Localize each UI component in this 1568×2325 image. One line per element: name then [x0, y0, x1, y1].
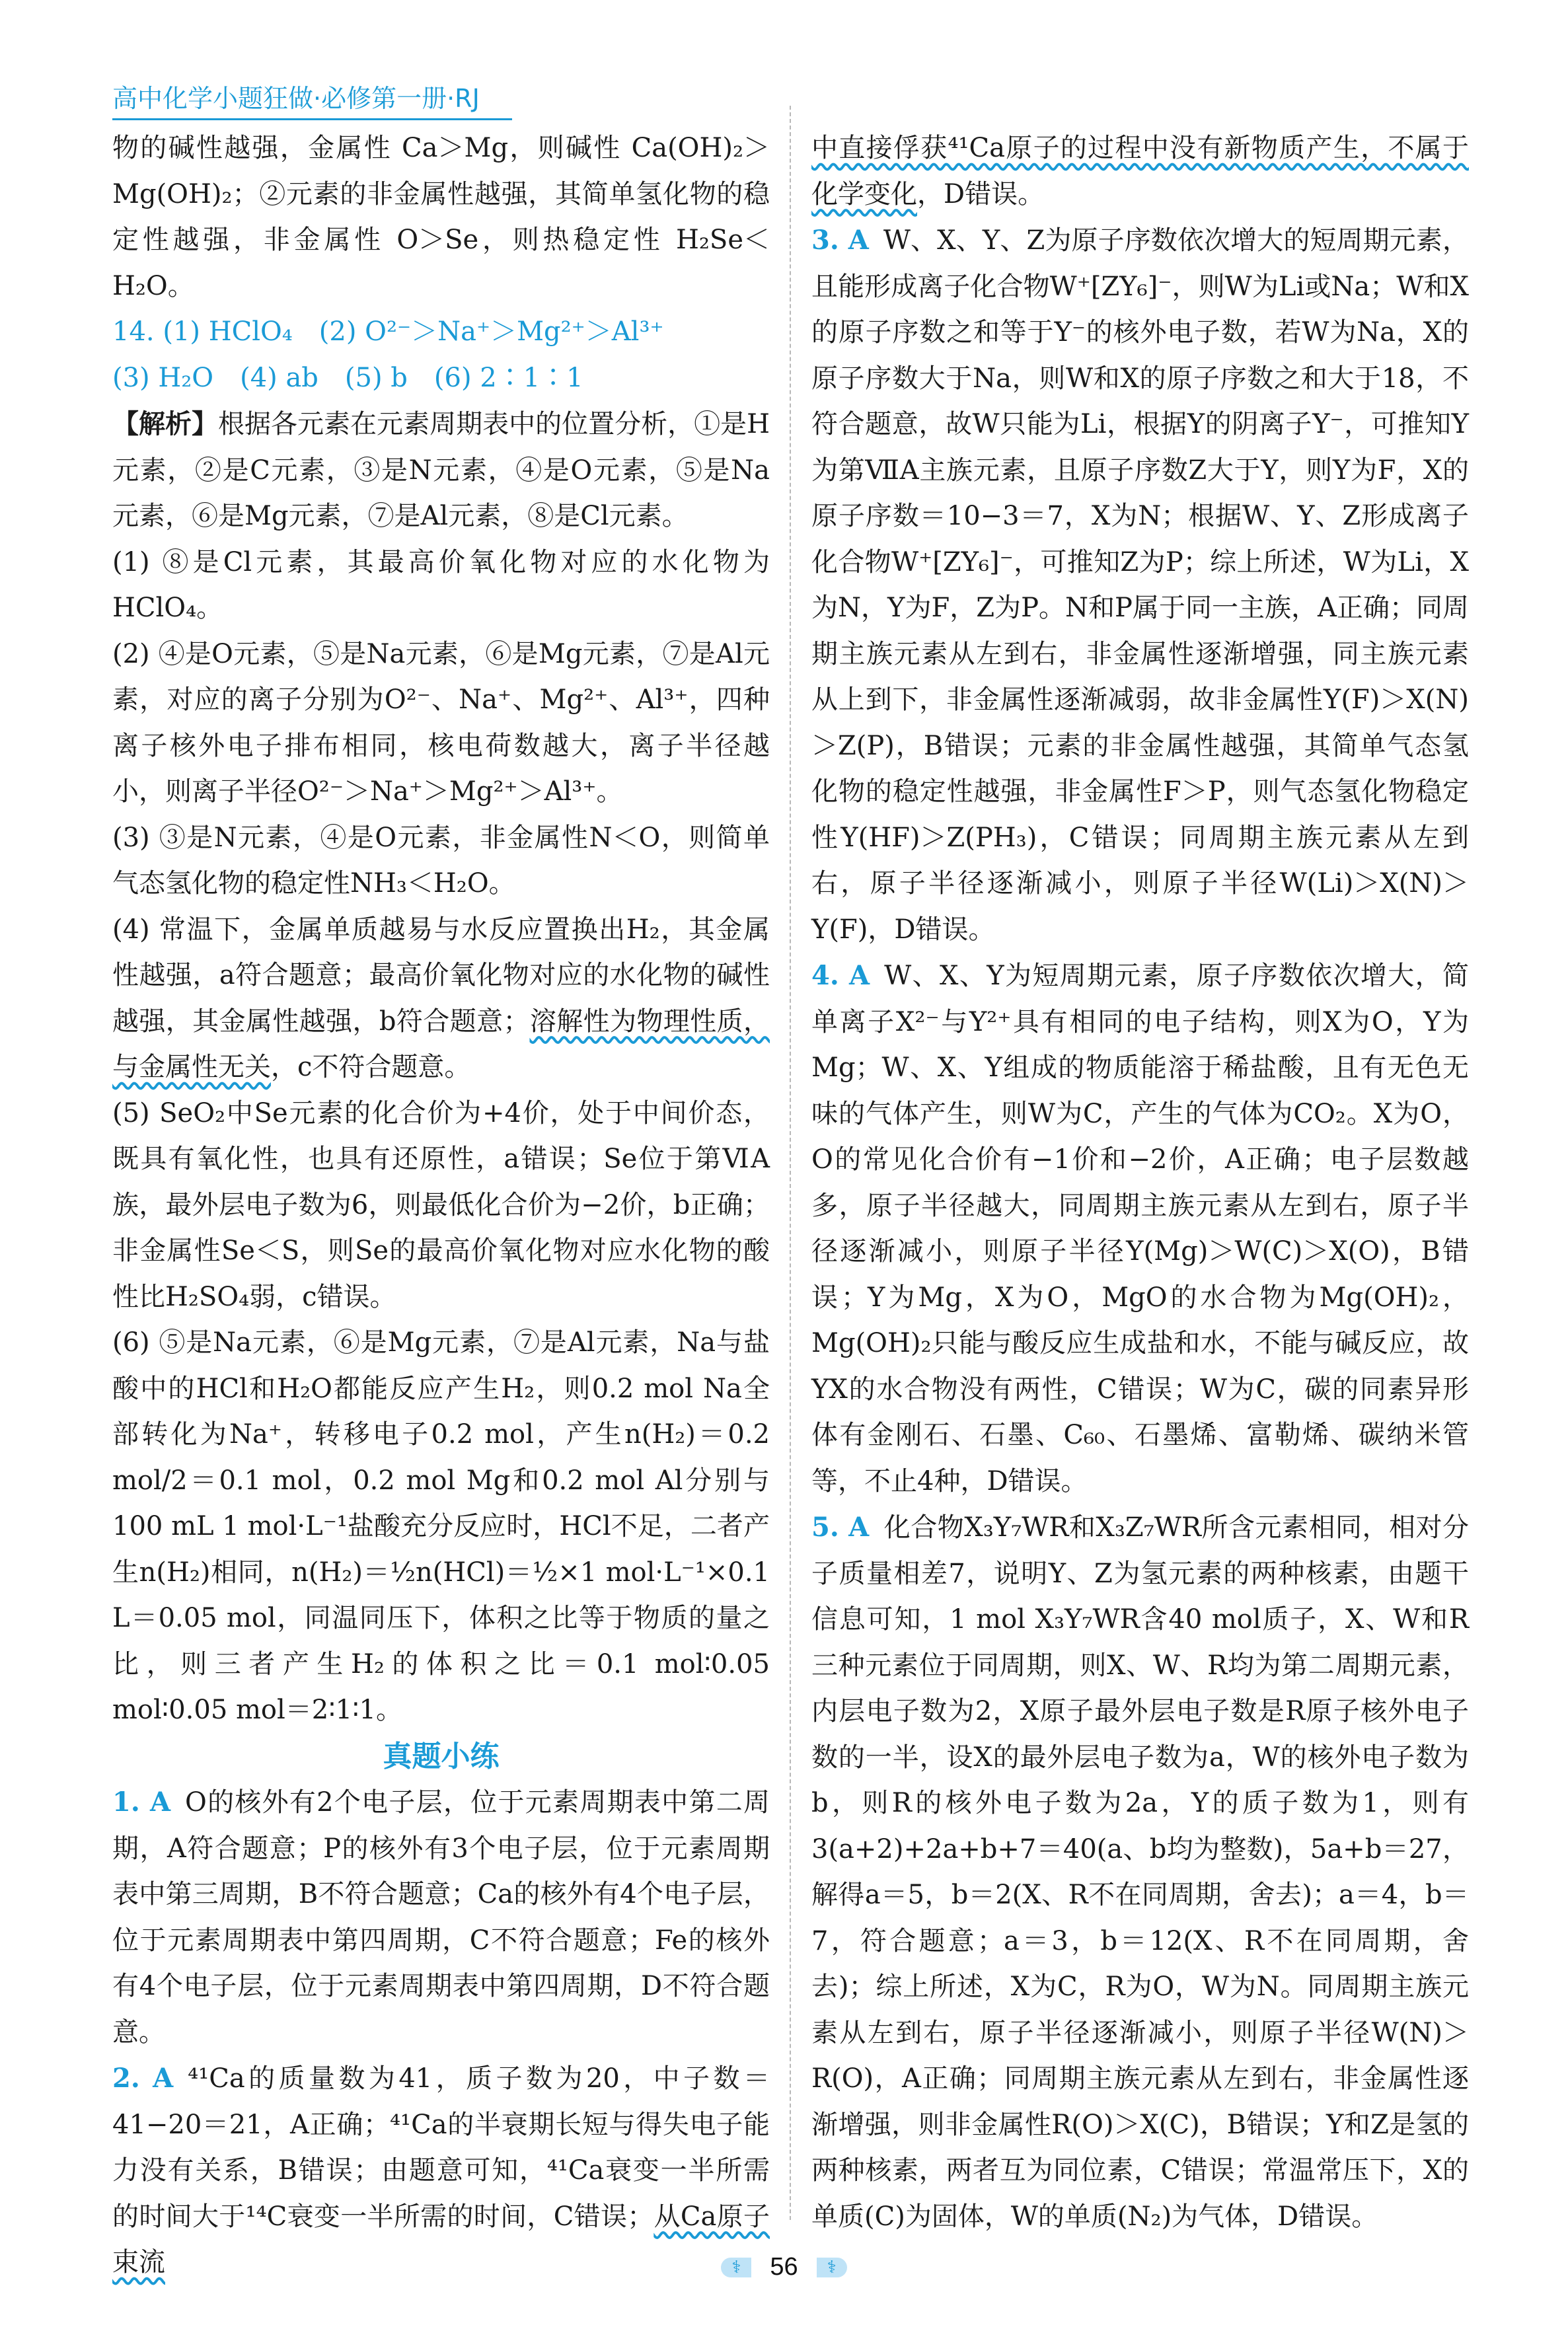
question-2: [112, 2055, 770, 2286]
text: ，c不符合题意。: [271, 1052, 471, 1082]
page-footer: [0, 2253, 1568, 2281]
running-header: 高中化学小题狂做·必修第一册·RJ: [112, 78, 512, 120]
text: O的核外有2个电子层，位于元素周期表中第二周期，A符合题意；P的核外有3个电子层，位于元素周期表中第三周期，B不符合题意；Ca的核外有4个电子层，位于元素周期表中第四周期，C不符合题意；Fe的核外有4个电子层，位于元素周期表中第四周期，D不符合题意。: [112, 1787, 770, 2048]
emphasis-wavy: 从Ca原子束流: [112, 2201, 770, 2277]
flask-icon: ⚕: [721, 2258, 751, 2277]
question-label: 2. A: [112, 2063, 174, 2094]
sub-answer-3: (3) ③是N元素，④是O元素，非金属性N＜O，则简单气态氢化物的稳定性NH₃＜H₂O。: [112, 822, 770, 899]
text: 化合物X₃Y₇WR和X₃Z₇WR所含元素相同，相对分子质量相差7，说明Y、Z为氢元素的两种核素，由题干信息可知，1 mol X₃Y₇WR含40 mol质子，X、W和R三种元素位于同周期，则X、W、R均为第二周期元素，内层电子数为2，X原子最外层电子数是R原子核外电子数的一半，设X的最外层电子数为a，W的核外电子数为b，则R的核外电子数为2a，Y的质子数为1，则有3(a+2)+2a+b+7＝40(a、b均为整数)，5a+b＝27，解得a＝5，b＝2(X、R不在同周期，舍去)；a＝4，b＝7，符合题意；a＝3，b＝12(X、R不在同周期，舍去)；综上所述，X为C，R为O，W为N。同周期主族元素从左到右，原子半径逐渐减小，则原子半径W(N)＞R(O)，A正确；同周期主族元素从左到右，非金属性逐渐增强，则非金属性R(O)＞X(C)，B错误；Y和Z是氢的两种核素，两者互为同位素，C错误；常温常压下，X的单质(C)为固体，W的单质(N₂)为气体，D错误。: [811, 1512, 1470, 2232]
question-label: 4. A: [811, 960, 870, 991]
text: ，D错误。: [917, 178, 1045, 209]
question-label: 1. A: [112, 1787, 170, 1818]
question-label: 5. A: [811, 1512, 870, 1543]
left-column: [112, 126, 770, 2286]
text: ⁴¹Ca的质量数为41，质子数为20，中子数＝41−20＝21，A正确；⁴¹Ca的半衰期长短与得失电子能力没有关系，B错误；由题意可知，⁴¹Ca衰变一半所需的时间大于¹⁴C衰变一半所需的时间，C错误；: [112, 2063, 770, 2232]
right-column: [811, 126, 1469, 2240]
question-4: [811, 953, 1469, 1504]
emphasis-wavy: 中直接俘获⁴¹Ca原子的过程中没有新物质产生，不属于化学变化: [811, 133, 1469, 209]
text: W、X、Y为短周期元素，原子序数依次增大，简单离子X²⁻与Y²⁺具有相同的电子结构，则X为O，Y为Mg；W、X、Y组成的物质能溶于稀盐酸，且有无色无味的气体产生，则W为C，产生的气体为CO₂。X为O，O的常见化合价有−1价和−2价，A正确；电子层数越多，原子半径越大，同周期主族元素从左到右，原子半径逐渐减小，则原子半径Y(Mg)＞W(C)＞X(O)，B错误；Y为Mg，X为O，MgO的水合物为Mg(OH)₂，Mg(OH)₂只能与酸反应生成盐和水，不能与碱反应，故YX的水合物没有两性，C错误；W为C，碳的同素异形体有金刚石、石墨、C₆₀、石墨烯、富勒烯、碳纳米管等，不止4种，D错误。: [811, 961, 1470, 1496]
question-5: [811, 1504, 1469, 2240]
question-2-continued: [811, 126, 1469, 217]
analysis-text: 根据各元素在元素周期表中的位置分析，①是H元素，②是C元素，③是N元素，④是O元素，⑤是Na元素，⑥是Mg元素，⑦是Al元素，⑧是Cl元素。: [112, 409, 770, 531]
sub-answer-4: [112, 907, 770, 1091]
question-1: [112, 1779, 770, 2055]
flask-icon: ⚕: [817, 2258, 847, 2277]
text: (4) 常温下，金属单质越易与水反应置换出H₂，其金属性越强，a符合题意；最高价氧化物对应的水化物的碱性越强，其金属性越强，b符合题意；: [112, 914, 770, 1037]
sub-answer-6: (6) ⑤是Na元素，⑥是Mg元素，⑦是Al元素，Na与盐酸中的HCl和H₂O都能反应产生H₂，则0.2 mol Na全部转化为Na⁺，转移电子0.2 mol，产生n(H₂)＝0.2 mol/2＝0.1 mol，0.2 mol Mg和0.2 mol Al分别与100 mL 1 mol·L⁻¹盐酸充分反应时，HCl不足，二者产生n(H₂)相同，n(H₂)＝½n(HCl)＝½×1 mol·L⁻¹×0.1 L＝0.05 mol，同温同压下，体积之比等于物质的量之比，则三者产生H₂的体积之比＝0.1 mol∶0.05 mol∶0.05 mol＝2∶1∶1。: [112, 1327, 770, 1725]
question-3: [811, 217, 1469, 953]
text: W、X、Y、Z为原子序数依次增大的短周期元素，且能形成离子化合物W⁺[ZY₆]⁻，则W为Li或Na；W和X的原子序数之和等于Y⁻的核外电子数，若W为Na，X的原子序数大于Na，则W和X的原子序数之和大于18，不符合题意，故W只能为Li，根据Y的阴离子Y⁻，可推知Y为第ⅦA主族元素，且原子序数Z大于Y，则Y为F，X的原子序数＝10−3＝7，X为N；根据W、Y、Z形成离子化合物W⁺[ZY₆]⁻，可推知Z为P；综上所述，W为Li，X为N，Y为F，Z为P。N和P属于同一主族，A正确；同周期主族元素从左到右，非金属性逐渐增强，同主族元素从上到下，非金属性逐渐减弱，故非金属性Y(F)＞X(N)＞Z(P)，B错误；元素的非金属性越强，其简单气态氢化物的稳定性越强，非金属性F＞P，则气态氢化物稳定性Y(HF)＞Z(PH₃)，C错误；同周期主族元素从左到右，原子半径逐渐减小，则原子半径W(Li)＞X(N)＞Y(F)，D错误。: [811, 225, 1469, 945]
question-label: 3. A: [811, 225, 869, 256]
answer-14-line2: (3) H₂O (4) ab (5) b (6) 2∶1∶1: [112, 362, 583, 393]
page-number: 56: [770, 2253, 798, 2281]
section-title: 真题小练: [383, 1739, 500, 1773]
paragraph-continued: 物的碱性越强，金属性 Ca＞Mg，则碱性 Ca(OH)₂＞Mg(OH)₂；②元素的非金属性越强，其简单氢化物的稳定性越强，非金属性 O＞Se，则热稳定性 H₂Se＜H₂O。: [112, 133, 770, 301]
sub-answer-1: (1) ⑧是Cl元素，其最高价氧化物对应的水化物为HClO₄。: [112, 546, 770, 623]
emphasis-wavy: 溶解性为物理性质，与金属性无关: [112, 1006, 770, 1082]
column-divider: [790, 106, 791, 2220]
sub-answer-5: (5) SeO₂中Se元素的化合价为+4价，处于中间价态，既具有氧化性，也具有还原性，a错误；Se位于第ⅥA族，最外层电子数为6，则最低化合价为−2价，b正确；非金属性Se＜S，则Se的最高价氧化物对应水化物的酸性比H₂SO₄弱，c错误。: [112, 1097, 770, 1312]
answer-14-line1: 14. (1) HClO₄ (2) O²⁻＞Na⁺＞Mg²⁺＞Al³⁺: [112, 316, 664, 347]
sub-answer-2: (2) ④是O元素，⑤是Na元素，⑥是Mg元素，⑦是Al元素，对应的离子分别为O²⁻、Na⁺、Mg²⁺、Al³⁺，四种离子核外电子排布相同，核电荷数越大，离子半径越小，则离子半径O²⁻＞Na⁺＞Mg²⁺＞Al³⁺。: [112, 638, 770, 807]
analysis-tag: 【解析】: [112, 408, 219, 439]
analysis-paragraph: [112, 401, 770, 540]
